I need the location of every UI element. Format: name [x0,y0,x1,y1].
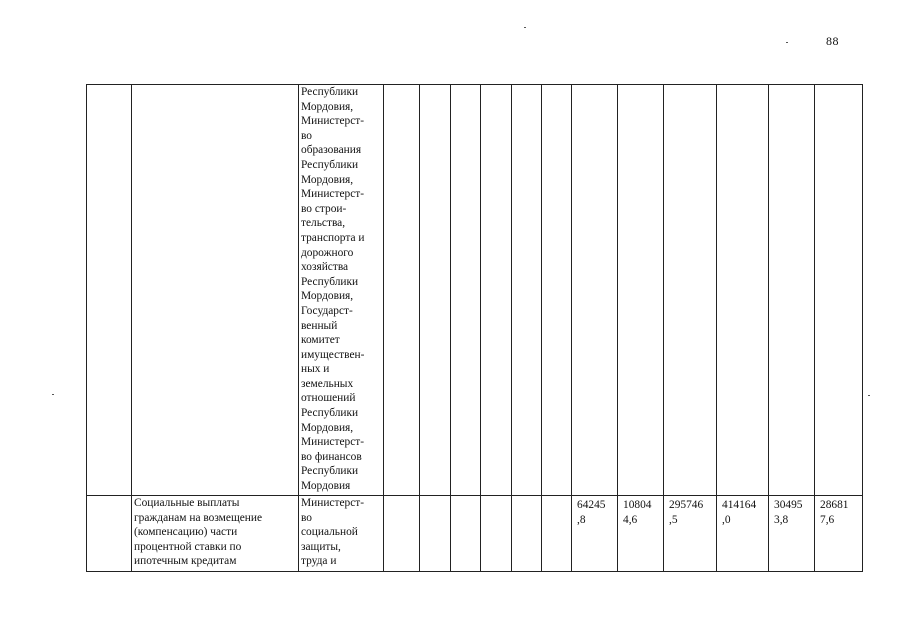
funding-value-cell: 295746 ,5 [664,496,717,572]
table-cell [769,85,815,496]
table-cell [664,85,717,496]
scan-mark [786,42,788,43]
table-cell [542,85,572,496]
measure-name-cell: Социальные выплаты гражданам на возмещение (компенсацию) части процентной ставки по ипотечным кредитам [132,496,299,572]
table-cell [420,496,451,572]
table-cell [512,85,542,496]
scan-mark [52,394,54,395]
table-row [87,496,863,572]
table-cell [481,85,512,496]
funding-value-cell: 28681 7,6 [815,496,863,572]
funding-value-cell: 64245 ,8 [572,496,618,572]
row-number-cell [87,496,132,572]
row-number-cell [87,85,132,496]
table-cell [451,496,481,572]
table-cell [481,496,512,572]
table-cell [542,496,572,572]
table-cell [384,85,420,496]
funding-value-cell: 30495 3,8 [769,496,815,572]
page-number: 88 [826,34,839,48]
table-cell [572,85,618,496]
scan-mark [868,395,870,396]
program-budget-table [86,84,863,572]
table-cell [717,85,769,496]
table-cell [618,85,664,496]
table-cell [451,85,481,496]
table-cell [420,85,451,496]
funding-value-cell: 414164 ,0 [717,496,769,572]
table-cell [384,496,420,572]
table-cell [815,85,863,496]
scan-mark [524,27,526,28]
executor-cell: Министерст- во социальной защиты, труда и [299,496,384,572]
table-cell [512,496,542,572]
table-row [87,85,863,496]
executor-cell: Республики Мордовия, Министерст- во образования Республики Мордовия, Министерст- во строи- тельства, транспорта и дорожного хозяйства Республики Мордовия, Государст- венный комитет имуществен- ных и земельных отношений Республики Мордовия, Министерст- во финансов Республики Мордовия [299,85,384,496]
funding-value-cell: 10804 4,6 [618,496,664,572]
measure-name-cell [132,85,299,496]
